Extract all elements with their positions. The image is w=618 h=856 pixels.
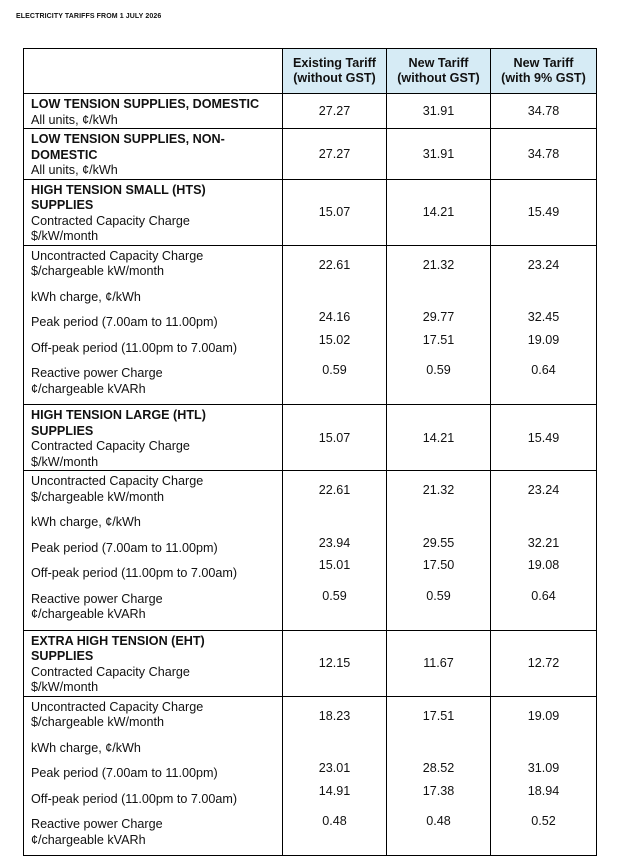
charge-label-line: Uncontracted Capacity Charge: [31, 248, 204, 263]
tariff-value-cell: 34.78: [491, 129, 597, 180]
tariff-value-cell: 12.15: [283, 630, 387, 696]
charge-label-line: Uncontracted Capacity Charge: [31, 474, 204, 488]
charge-label: [24, 290, 282, 313]
section-title-line: LOW TENSION SUPPLIES, NON-: [31, 132, 225, 146]
tariff-value: [491, 284, 596, 307]
detail-value-column: [491, 696, 597, 856]
detail-value-column: [387, 245, 491, 405]
section-subtitle-line: Contracted Capacity Charge: [31, 664, 190, 679]
section-subtitle-line: $/kW/month: [31, 680, 99, 694]
tariff-value: 18.23: [318, 708, 351, 723]
charge-label-line: Reactive power Charge: [31, 366, 163, 380]
tariff-value: [387, 509, 490, 532]
tariff-value: 23.24: [527, 483, 560, 497]
tariff-value: 24.16: [318, 310, 351, 325]
column-header-line: New Tariff: [408, 56, 469, 70]
charge-label-line: Reactive power Charge: [31, 591, 163, 606]
tariff-value: [283, 509, 386, 532]
charge-label: [24, 515, 282, 538]
section-detail-row: [24, 245, 597, 405]
detail-value-column: [491, 471, 597, 631]
tariff-value: [283, 735, 386, 758]
tariff-table: [23, 48, 597, 856]
charge-label: [24, 341, 282, 364]
charge-label: [24, 474, 282, 512]
charge-label-line: Peak period (7.00am to 11.00pm): [31, 766, 218, 780]
tariff-value: 0.48: [322, 814, 347, 828]
detail-label-cell: [24, 245, 283, 405]
tariff-value-cell: 31.91: [387, 94, 491, 129]
tariff-value: 0.59: [426, 588, 451, 603]
column-header-new: [387, 49, 491, 94]
tariff-value: 22.61: [318, 257, 351, 272]
charge-label: [24, 817, 282, 855]
charge-label: [24, 315, 282, 338]
charge-label: [24, 566, 282, 589]
tariff-value: 0.59: [426, 363, 451, 377]
charge-label: [24, 541, 282, 564]
charge-label: [24, 592, 282, 630]
tariff-value: 15.02: [318, 332, 351, 347]
tariff-value: 18.94: [527, 783, 560, 798]
tariff-value: 14.91: [318, 783, 351, 798]
tariff-value: 22.61: [318, 483, 351, 497]
detail-value-column: [283, 696, 387, 856]
tariff-value-cell: 27.27: [283, 94, 387, 129]
charge-label-line: $/chargeable kW/month: [31, 715, 165, 729]
charge-label-line: Off-peak period (11.00pm to 7.00am): [31, 340, 238, 355]
tariff-value: [387, 284, 490, 307]
section-title-line: SUPPLIES: [31, 198, 94, 212]
section-header-row: [24, 129, 597, 180]
section-detail-row: [24, 696, 597, 856]
charge-label-line: ¢/chargeable kVARh: [31, 607, 146, 621]
section-title-line: HIGH TENSION LARGE (HTL): [31, 408, 206, 422]
charge-label: [24, 792, 282, 815]
tariff-value: 0.64: [531, 363, 556, 377]
column-header-line: New Tariff: [513, 56, 574, 70]
charge-label-line: Peak period (7.00am to 11.00pm): [31, 540, 218, 555]
detail-label-cell: [24, 696, 283, 856]
charge-label: [24, 366, 282, 404]
tariff-value: 19.09: [527, 332, 560, 347]
tariff-value: 19.08: [527, 558, 560, 573]
tariff-value: 23.94: [318, 535, 351, 550]
column-header-new-gst: [491, 49, 597, 94]
tariff-value: 21.32: [422, 483, 455, 497]
tariff-value-cell: 34.78: [491, 94, 597, 129]
charge-label: [24, 249, 282, 287]
section-title-line: LOW TENSION SUPPLIES, DOMESTIC: [31, 97, 260, 111]
tariff-value-cell: 31.91: [387, 129, 491, 180]
tariff-value: 28.52: [422, 761, 455, 776]
section-title-line: DOMESTIC: [31, 147, 98, 162]
charge-label: [24, 766, 282, 789]
tariff-value: 0.64: [531, 588, 556, 603]
section-detail-row: [24, 471, 597, 631]
table-header-row: [24, 49, 597, 94]
tariff-value: 17.50: [422, 558, 455, 573]
tariff-value-cell: 14.21: [387, 405, 491, 471]
charge-label-line: Uncontracted Capacity Charge: [31, 699, 204, 714]
tariff-value: 29.55: [422, 535, 455, 550]
tariff-value: 19.09: [527, 708, 560, 723]
tariff-value-cell: 15.07: [283, 405, 387, 471]
charge-label: [24, 700, 282, 738]
tariff-value-cell: 14.21: [387, 179, 491, 245]
charge-label-line: Peak period (7.00am to 11.00pm): [31, 315, 218, 329]
section-label-cell: [24, 405, 283, 471]
tariff-value: [491, 735, 596, 758]
tariff-value: 29.77: [422, 310, 455, 325]
tariff-value: 21.32: [422, 257, 455, 272]
section-header-row: [24, 630, 597, 696]
tariff-value: 17.38: [422, 783, 455, 798]
section-title-line: SUPPLIES: [31, 649, 94, 663]
charge-label-line: ¢/chargeable kVARh: [31, 381, 146, 396]
detail-value-column: [491, 245, 597, 405]
column-header-line: Existing Tariff: [292, 56, 377, 70]
tariff-value: [387, 735, 490, 758]
tariff-value: 23.01: [318, 761, 351, 776]
header-corner-cell: [24, 49, 283, 94]
tariff-value: 0.59: [322, 588, 347, 603]
section-label-cell: [24, 129, 283, 180]
section-subtitle-line: $/kW/month: [31, 454, 99, 469]
detail-value-column: [387, 471, 491, 631]
tariff-value-cell: 15.07: [283, 179, 387, 245]
tariff-value: 0.52: [531, 814, 556, 828]
tariff-value: 32.45: [527, 310, 560, 325]
tariff-value: 31.09: [527, 761, 560, 776]
charge-label-line: Reactive power Charge: [31, 817, 163, 831]
section-header-row: [24, 179, 597, 245]
charge-label-line: Off-peak period (11.00pm to 7.00am): [31, 566, 238, 580]
document-title: ELECTRICITY TARIFFS FROM 1 JULY 2026: [16, 13, 162, 20]
column-header-line: (with 9% GST): [501, 71, 586, 85]
section-label-cell: [24, 630, 283, 696]
charge-label-line: Off-peak period (11.00pm to 7.00am): [31, 791, 238, 806]
tariff-value: 23.24: [527, 257, 560, 272]
tariff-value: [283, 284, 386, 307]
section-label-cell: [24, 179, 283, 245]
tariff-value: 15.01: [318, 558, 351, 573]
tariff-value-cell: 11.67: [387, 630, 491, 696]
charge-label-line: kWh charge, ¢/kWh: [31, 740, 141, 755]
section-subtitle-line: All units, ¢/kWh: [31, 112, 118, 127]
column-header-line: (without GST): [397, 71, 480, 85]
section-title-line: HIGH TENSION SMALL (HTS): [31, 182, 206, 197]
section-title-line: SUPPLIES: [31, 423, 94, 438]
charge-label: [24, 741, 282, 764]
tariff-value: 0.59: [322, 363, 347, 377]
tariff-value: [491, 509, 596, 532]
tariff-value: 32.21: [527, 535, 560, 550]
detail-value-column: [283, 471, 387, 631]
column-header-line: (without GST): [293, 71, 376, 85]
tariff-value-cell: 15.49: [491, 405, 597, 471]
charge-label-line: ¢/chargeable kVARh: [31, 832, 146, 847]
charge-label-line: $/chargeable kW/month: [31, 489, 165, 504]
charge-label-line: kWh charge, ¢/kWh: [31, 515, 141, 529]
detail-value-column: [387, 696, 491, 856]
tariff-value: 0.48: [426, 814, 451, 828]
detail-label-cell: [24, 471, 283, 631]
detail-value-column: [283, 245, 387, 405]
section-header-row: [24, 405, 597, 471]
section-subtitle-line: Contracted Capacity Charge: [31, 213, 190, 228]
section-subtitle-line: $/kW/month: [31, 229, 99, 243]
tariff-value: 17.51: [422, 332, 455, 347]
section-subtitle-line: Contracted Capacity Charge: [31, 439, 190, 453]
charge-label-line: $/chargeable kW/month: [31, 264, 165, 278]
column-header-existing: [283, 49, 387, 94]
charge-label-line: kWh charge, ¢/kWh: [31, 289, 141, 304]
tariff-value-cell: 27.27: [283, 129, 387, 180]
section-header-row: [24, 94, 597, 129]
section-subtitle-line: All units, ¢/kWh: [31, 163, 118, 177]
section-label-cell: [24, 94, 283, 129]
tariff-value: 17.51: [422, 708, 455, 723]
tariff-value-cell: 15.49: [491, 179, 597, 245]
tariff-value-cell: 12.72: [491, 630, 597, 696]
section-title-line: EXTRA HIGH TENSION (EHT): [31, 633, 205, 648]
